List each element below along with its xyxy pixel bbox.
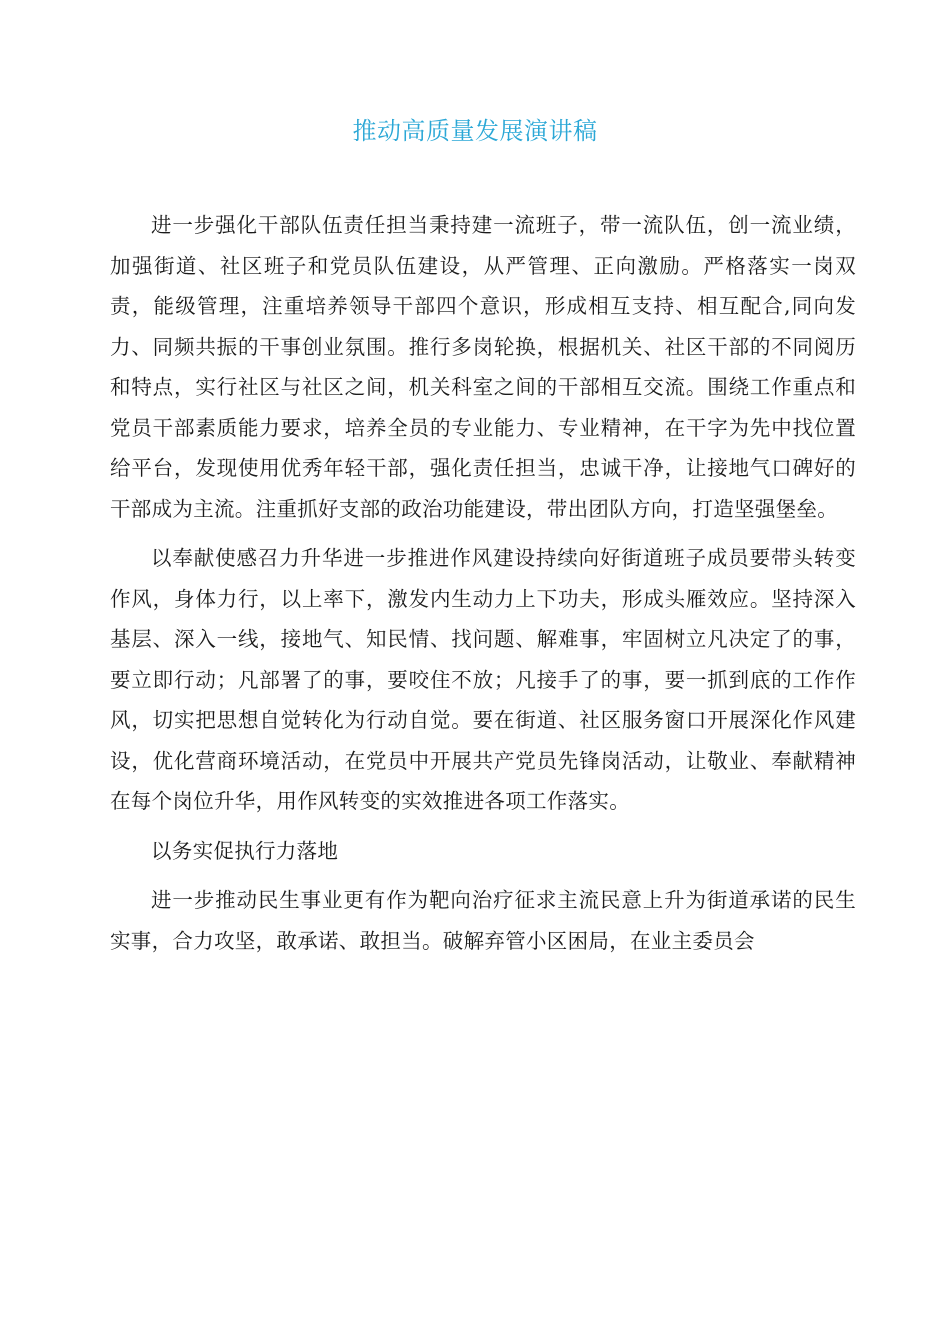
section-heading: 以务实促执行力落地 [151,838,339,863]
paragraph: 进一步强化干部队伍责任担当秉持建一流班子，带一流队伍，创一流业绩，加强街道、社区班子和党员队伍建设，从严管理、正向激励。严格落实一岗双责，能级管理，注重培养领导干部四个意识，形成相互支持、相互配合,同向发力、同频共振的干事创业氛围。推行多岗轮换，根据机关、社区干部的不同阅历和特点，实行社区与社区之间，机关科室之间的干部相互交流。围绕工作重点和党员干部素质能力要求，培养全员的专业能力、专业精神，在干字为先中找位置给平台，发现使用优秀年轻干部，强化责任担当，忠诚干净，让接地气口碑好的干部成为主流。注重抓好支部的政治功能建设，带出团队方向，打造坚强堡垒。 [110,213,856,521]
paragraph: 进一步推动民生事业更有作为靶向治疗征求主流民意上升为街道承诺的民生实事，合力攻坚，敢承诺、敢担当。破解弃管小区困局，在业主委员会 [110,888,856,953]
document-body [110,205,856,970]
document-title: 推动高质量发展演讲稿 [352,117,598,145]
paragraph: 以奉献使感召力升华进一步推进作风建设持续向好街道班子成员要带头转变作风，身体力行，以上率下，激发内生动力上下功夫，形成头雁效应。坚持深入基层、深入一线，接地气、知民情、找问题、解难事，牢固树立凡决定了的事，要立即行动；凡部署了的事，要咬住不放；凡接手了的事，要一抓到底的工作作风，切实把思想自觉转化为行动自觉。要在街道、社区服务窗口开展深化作风建设，优化营商环境活动，在党员中开展共产党员先锋岗活动，让敬业、奉献精神在每个岗位升华，用作风转变的实效推进各项工作落实。 [110,546,856,813]
